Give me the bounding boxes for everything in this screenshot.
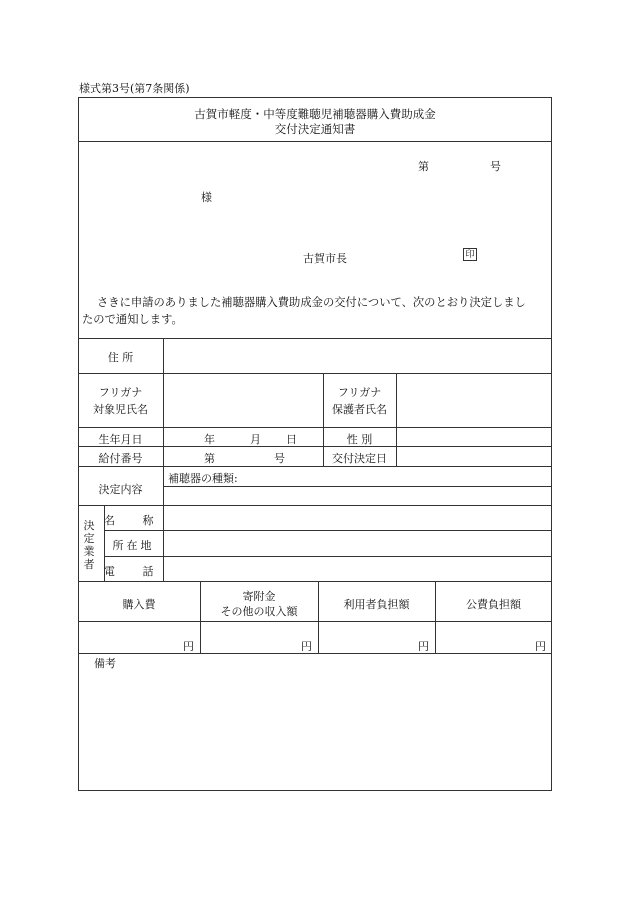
label-guardian-name: 保護者氏名: [332, 403, 387, 416]
label-sex: 性 別: [346, 433, 373, 446]
label-hearing-aid-type: 補聴器の種類:: [168, 472, 238, 485]
label-decision-content: 決定内容: [98, 483, 143, 496]
divider: [78, 446, 552, 447]
label-public-burden: 公費負担額: [466, 598, 521, 611]
form-title: 古賀市軽度・中等度難聴児補聴器購入費助成金: [194, 107, 436, 121]
divider: [163, 338, 164, 581]
notice-text-line2: たので通知します。: [82, 313, 183, 326]
divider: [78, 653, 552, 654]
divider: [78, 505, 552, 506]
label-remarks: 備考: [94, 657, 116, 670]
divider: [163, 486, 552, 487]
label-address: 住 所: [107, 351, 134, 364]
recipient-sama: 様: [201, 191, 212, 204]
label-go: 号: [274, 452, 285, 465]
label-dai: 第: [204, 452, 215, 465]
yen-purchase: 円: [183, 640, 194, 653]
form-subtitle: 交付決定通知書: [274, 122, 356, 136]
label-birthdate: 生年月日: [98, 433, 143, 446]
label-decision-date: 交付決定日: [332, 452, 387, 465]
mayor-title: 古賀市長: [303, 252, 347, 265]
divider: [435, 581, 436, 653]
label-donation: 寄附金: [242, 590, 276, 603]
divider: [78, 466, 552, 467]
divider: [104, 530, 552, 531]
label-vendor-vertical: 決定業者: [83, 519, 95, 571]
divider: [78, 141, 552, 142]
label-child-name: 対象児氏名: [93, 403, 148, 416]
divider: [78, 373, 552, 374]
yen-user: 円: [418, 640, 429, 653]
label-benefit-number: 給付番号: [98, 452, 143, 465]
label-furigana-guardian: フリガナ: [337, 386, 382, 399]
seal-stamp: 印: [463, 248, 477, 261]
divider: [318, 581, 319, 653]
label-vendor-phone: 電 話: [104, 565, 166, 578]
notice-text-line1: さきに申請のありました補聴器購入費助成金の交付について、次のとおり決定しまし: [97, 296, 526, 309]
divider: [78, 621, 552, 622]
label-purchase-cost: 購入費: [122, 598, 156, 611]
label-furigana-child: フリガナ: [98, 386, 143, 399]
label-user-burden: 利用者負担額: [343, 598, 410, 611]
form-number: 様式第3号(第7条関係): [79, 82, 190, 95]
number-go: 号: [490, 160, 501, 173]
divider: [78, 338, 552, 339]
divider: [78, 427, 552, 428]
divider: [396, 373, 397, 466]
yen-public: 円: [535, 640, 546, 653]
yen-donation: 円: [301, 640, 312, 653]
number-dai: 第: [418, 160, 429, 173]
label-vendor-address: 所在地: [112, 539, 155, 552]
label-other-income: その他の収入額: [220, 605, 298, 618]
label-day: 日: [286, 433, 297, 446]
label-year: 年: [204, 433, 215, 446]
label-month: 月: [250, 433, 261, 446]
label-vendor-name: 名 称: [104, 514, 166, 527]
divider: [104, 556, 552, 557]
divider: [78, 581, 552, 582]
